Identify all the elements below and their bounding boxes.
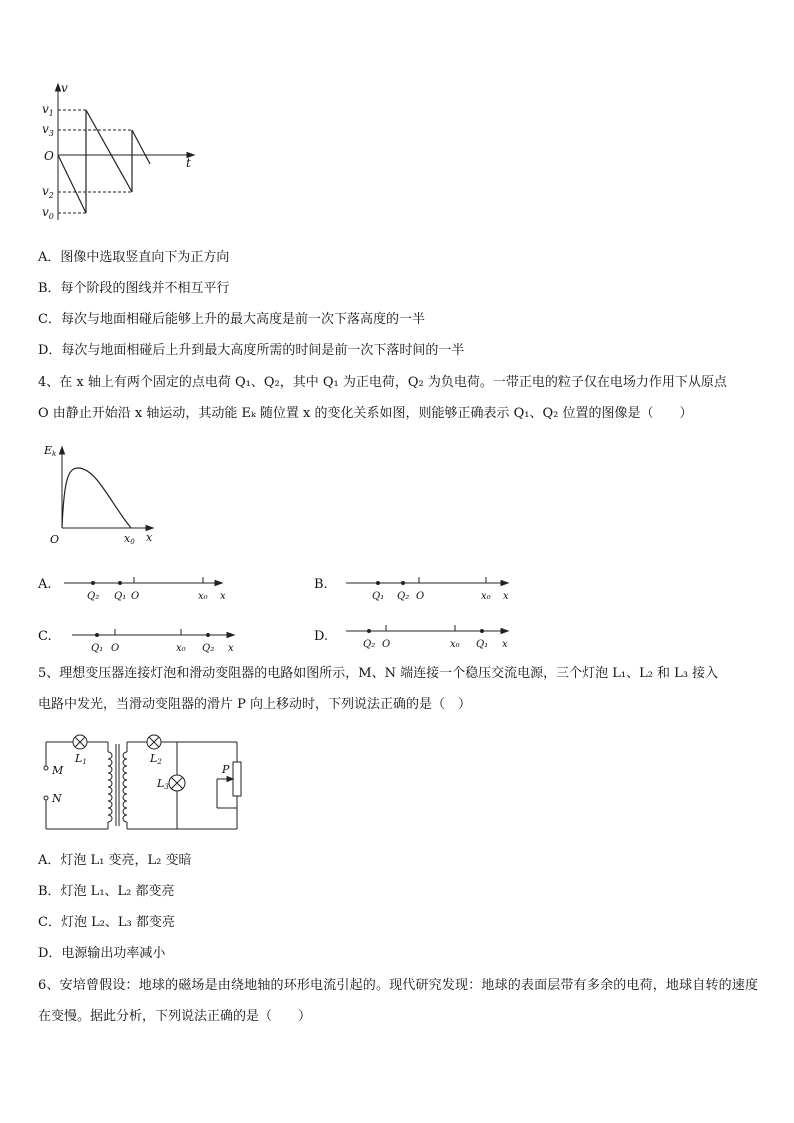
- vt-axis-v-label: v: [61, 81, 68, 95]
- ek-origin-label: O: [50, 533, 60, 546]
- q4-d-label-4: Q₁: [476, 639, 489, 650]
- terminal-m: M: [52, 764, 64, 777]
- q4-option-d-axis: [344, 618, 516, 652]
- terminal-n: N: [52, 792, 62, 805]
- q4-d-label-3: x₀: [450, 639, 460, 650]
- q4-d-label-2: O: [382, 639, 391, 650]
- q4-a-label-5: x: [220, 591, 226, 602]
- q5-option-c: C．灯泡 L₂、L₃ 都变亮: [38, 915, 175, 930]
- q4-b-label-2: Q₂: [397, 591, 410, 602]
- q3-option-a: A．图像中选取竖直向下为正方向: [38, 250, 230, 265]
- q4-option-a-letter: A.: [38, 577, 52, 592]
- vt-graph: [36, 80, 206, 230]
- vt-axis-t-label: t: [186, 156, 191, 170]
- q5-question-line-1: 5、理想变压器连接灯泡和滑动变阻器的电路如图所示，M、N 端连接一个稳压交流电源，三个灯泡 L₁、L₂ 和 L₃ 接入: [38, 666, 719, 681]
- vt-tick-v0: $v_0$: [42, 205, 54, 221]
- q4-option-d-letter: D.: [314, 629, 329, 644]
- q6-question: 6、安培曾假设：地球的磁场是由绕地轴的环形电流引起的。现代研究发现：地球的表面层带有多余的电荷，地球自转的速度在变慢。据此分析，下列说法正确的是（ ）: [38, 978, 758, 1024]
- q4-b-label-3: O: [416, 591, 425, 602]
- q4-b-label-5: x: [503, 591, 509, 602]
- ek-y-label: Ek: [44, 444, 57, 458]
- ek-x0-label: x0: [124, 532, 135, 546]
- vt-origin-label: O: [44, 149, 54, 163]
- slider-p-label: P: [222, 763, 230, 776]
- q4-option-a-axis: [62, 570, 232, 604]
- q4-d-label-5: x: [502, 639, 508, 650]
- q5-option-b: B．灯泡 L₁、L₂ 都变亮: [38, 884, 175, 899]
- q4-c-label-1: Q₁: [91, 643, 104, 654]
- ek-x-graph: [38, 440, 168, 550]
- q4-a-label-2: Q₁: [114, 591, 127, 602]
- transformer-circuit: [36, 728, 246, 834]
- q4-d-label-1: Q₂: [363, 639, 376, 650]
- q4-a-label-3: O: [131, 591, 140, 602]
- q4-question-line-1: 4、在 x 轴上有两个固定的点电荷 Q₁、Q₂，其中 Q₁ 为正电荷，Q₂ 为负电荷。一带正电的粒子仅在电场力作用下从原点: [38, 375, 727, 390]
- q4-a-label-1: Q₂: [87, 591, 100, 602]
- q5-question-line-2: 电路中发光，当滑动变阻器的滑片 P 向上移动时，下列说法正确的是（ ）: [38, 697, 472, 712]
- q4-option-b-letter: B.: [314, 577, 328, 592]
- ek-x-label: x: [146, 531, 153, 544]
- vt-tick-v3: $v_3$: [42, 122, 54, 138]
- lamp-l2-label: L2: [150, 752, 162, 766]
- q4-question-line-2: O 由静止开始沿 x 轴运动，其动能 Eₖ 随位置 x 的变化关系如图，则能够正确表示 Q₁、Q₂ 位置的图像是（ ）: [38, 406, 693, 421]
- q4-option-b-axis: [344, 570, 514, 604]
- q5-option-d: D．电源输出功率减小: [38, 946, 166, 961]
- q3-option-c: C．每次与地面相碰后能够上升的最大高度是前一次下落高度的一半: [38, 312, 425, 327]
- lamp-l1-label: L1: [75, 752, 87, 766]
- vt-tick-v1: $v_1$: [42, 102, 54, 118]
- q4-c-label-3: x₀: [176, 643, 186, 654]
- q5-option-a: A．灯泡 L₁ 变亮，L₂ 变暗: [38, 853, 192, 868]
- q4-c-label-2: O: [111, 643, 120, 654]
- q4-b-label-4: x₀: [481, 591, 491, 602]
- q3-option-d: D．每次与地面相碰后上升到最大高度所需的时间是前一次下落时间的一半: [38, 343, 465, 358]
- q4-option-c-letter: C.: [38, 629, 52, 644]
- q4-b-label-1: Q₁: [372, 591, 385, 602]
- q3-option-b: B．每个阶段的图线并不相互平行: [38, 281, 230, 296]
- lamp-l3-label: L3: [157, 777, 169, 791]
- q4-option-c-axis: [70, 622, 242, 656]
- ek-curve: [62, 468, 131, 528]
- q4-a-label-4: x₀: [198, 591, 208, 602]
- vt-tick-v2: $v_2$: [42, 184, 54, 200]
- q4-c-label-4: Q₂: [202, 643, 215, 654]
- q4-c-label-5: x: [228, 643, 234, 654]
